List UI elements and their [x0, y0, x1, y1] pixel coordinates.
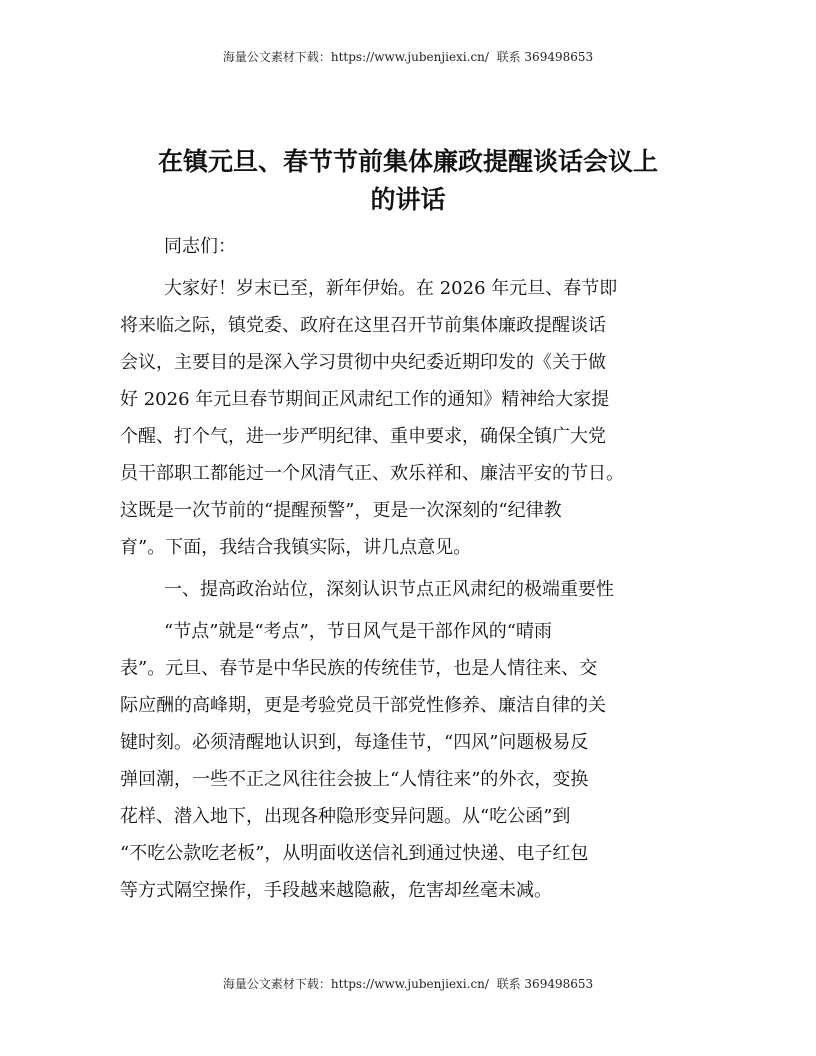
salutation: 同志们：: [164, 236, 236, 257]
document-title: [100, 143, 716, 219]
paragraph-1-line: 大家好！岁末已至，新年伊始。在 2026 年元旦、春节即: [164, 278, 618, 299]
paragraph-2-line: “不吃公款吃老板”，从明面收送信礼到通过快递、电子红包: [120, 843, 589, 864]
paragraph-2: [120, 613, 698, 909]
footer-url-link[interactable]: https://www.jubenjiexi.cn/: [330, 977, 489, 991]
page-header: [0, 48, 816, 65]
paragraph-1-line: 育”。下面，我结合我镇实际，讲几点意见。: [120, 537, 472, 558]
title-line-1: 在镇元旦、春节节前集体廉政提醒谈话会议上: [157, 147, 658, 176]
header-download-label: 海量公文素材下载：: [222, 50, 331, 64]
paragraph-2-line: 等方式隔空操作，手段越来越隐蔽，危害却丝毫未减。: [120, 880, 552, 901]
header-url-link[interactable]: https://www.jubenjiexi.cn/: [330, 50, 489, 64]
paragraph-1-line: 个醒、打个气，进一步严明纪律、重申要求，确保全镇广大党: [120, 426, 606, 447]
paragraph-2-line: 键时刻。必须清醒地认识到，每逢佳节，“四风”问题极易反: [120, 732, 589, 753]
footer-download-label: 海量公文素材下载：: [222, 977, 331, 991]
title-line-2: 的讲话: [370, 185, 446, 214]
page-footer: [0, 975, 816, 992]
paragraph-2-line: 花样、潜入地下，出现各种隐形变异问题。从“吃公函”到: [120, 806, 571, 827]
paragraph-1-line: 会议，主要目的是深入学习贯彻中央纪委近期印发的《关于做: [120, 352, 606, 373]
paragraph-1: [120, 270, 698, 566]
paragraph-1-line: 将来临之际，镇党委、政府在这里召开节前集体廉政提醒谈话: [120, 315, 606, 336]
paragraph-2-line: 表”。元旦、春节是中华民族的传统佳节，也是人情往来、交: [120, 658, 598, 679]
paragraph-1-line: 好 2026 年元旦春节期间正风肃纪工作的通知》精神给大家提: [120, 389, 610, 410]
paragraph-2-line: “节点”就是“考点”，节日风气是干部作风的“晴雨: [164, 621, 553, 642]
paragraph-2-line: 际应酬的高峰期，更是考验党员干部党性修养、廉洁自律的关: [120, 695, 606, 716]
header-contact: 联系 369498653: [496, 50, 594, 64]
paragraph-1-line: 员干部职工都能过一个风清气正、欢乐祥和、廉洁平安的节日。: [120, 463, 624, 484]
document-body: [120, 228, 698, 909]
footer-contact: 联系 369498653: [496, 977, 594, 991]
paragraph-1-line: 这既是一次节前的“提醒预警”，更是一次深刻的“纪律教: [120, 500, 562, 521]
paragraph-2-line: 弹回潮，一些不正之风往往会披上“人情往来”的外衣，变换: [120, 769, 589, 790]
section-1-heading: 一、提高政治站位，深刻认识节点正风肃纪的极端重要性: [164, 579, 614, 600]
